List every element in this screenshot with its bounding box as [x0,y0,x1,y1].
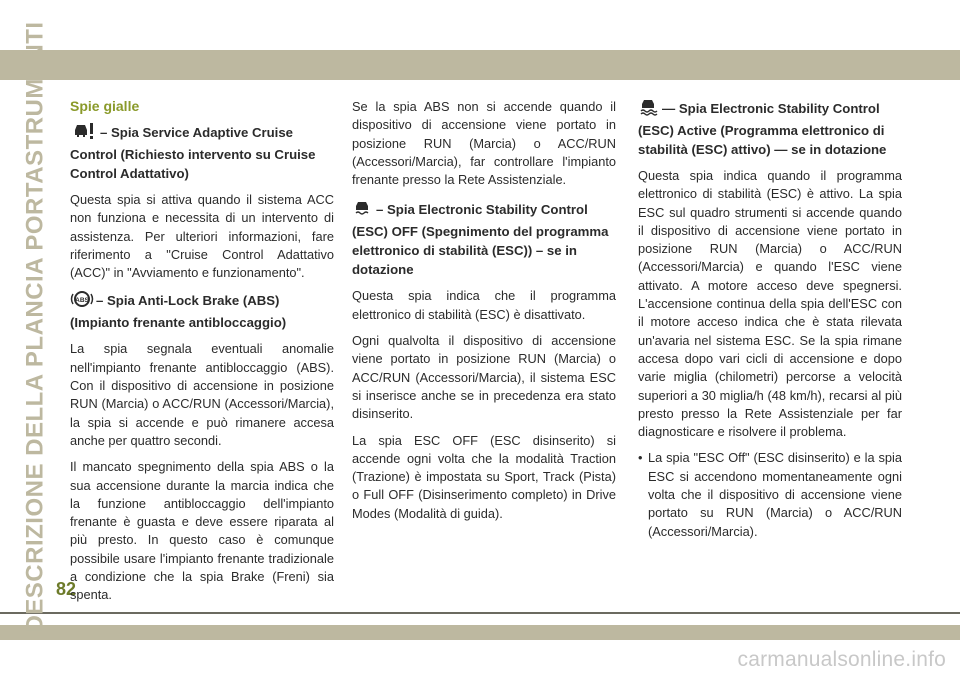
acc-heading [70,122,334,183]
acc-heading-text: – Spia Service Adaptive Cruise Control (Richiesto intervento su Cruise Control Adattativo) [70,125,316,181]
esc-active-heading-text: — Spia Electronic Stability Control (ESC) Active (Programma elettronico di stabilità (ESC) attivo) — se in dotazione [638,101,887,157]
section-title: Spie gialle [70,98,140,114]
abs-icon [70,290,94,313]
esc-off-icon [352,199,374,222]
column-1 [70,98,334,613]
bullet-text: La spia "ESC Off" (ESC disinserito) e la spia ESC si accendono momentaneamente ogni volta che il dispositivo di accensione viene portato su RUN (Marcia) o ACC/RUN (Accessori/Marcia). [648,450,902,539]
acc-paragraph: Questa spia si attiva quando il sistema ACC non funziona e necessita di un intervento di assistenza. Per ulteriori informazioni, fare riferimento a "Cruise Control Adattativo (ACC)" in "Avviamento e funzionamento". [70,192,334,281]
column-2 [352,98,616,531]
esc-off-paragraph-2: Ogni qualvolta il dispositivo di accensione viene portato in posizione RUN (Marcia) o ACC/RUN (Accessori/Marcia), il sistema ESC si inserisce anche se in precedenza era stato disinserito. [352,333,616,422]
esc-off-paragraph-3: La spia ESC OFF (ESC disinserito) si accende ogni volta che la modalità Traction (Trazione) è impostata su Sport, Track (Pista) o Full OFF (Disinserimento completo) in Drive Modes (Modalità di guida). [352,432,616,521]
esc-off-heading [352,199,616,279]
header-band [0,0,960,80]
column-3 [638,98,902,541]
footer-stripe [0,625,960,640]
list-item [638,449,902,540]
svg-text:ABS: ABS [75,297,89,305]
header-stripe [0,50,960,80]
esc-off-paragraph-1: Questa spia indica che il programma elettronico di stabilità (ESC) è disattivato. [352,288,616,322]
side-title [16,21,56,633]
bullet-dot: • [638,450,643,466]
abs-paragraph-1: La spia segnala eventuali anomalie nell'impianto frenante antibloccaggio (ABS). Con il dispositivo di accensione in posizione RUN (Marcia) o ACC/RUN (Accessori/Marcia), la spia si accende e può rimanere accesa anche per quattro secondi. [70,341,334,448]
esc-off-heading-text: – Spia Electronic Stability Control (ESC) OFF (Spegnimento del programma elettronico di stabilità (ESC)) – se in dotazione [352,202,609,278]
abs-paragraph-2: Il mancato spegnimento della spia ABS o la sua accensione durante la marcia indica che la funzione antibloccaggio dell'impianto frenante è guasta e deve essere riparata al più presto. In questo caso è comunque possibile usare l'impianto frenante tradizionale a condizione che la spia Brake (Freni) sia spenta. [70,459,334,603]
esc-active-heading [638,98,902,159]
abs-heading-text: – Spia Anti-Lock Brake (ABS) (Impianto frenante antibloccaggio) [70,293,287,331]
esc-active-paragraph: Questa spia indica quando il programma elettronico di stabilità (ESC) è attivo. La spia ESC sul quadro strumenti si accende quando il dispositivo di accensione viene portato in posizione RUN (Marcia) o ACC/RUN (Accessori/Marcia) e quando l'ESC viene attivato. A motore acceso deve spegnersi. L'accensione continua della spia dell'ESC con il motore acceso indica che è stata rilevata un'avaria nel sistema ESC. Se la spia rimane accesa dopo vari cicli di accensione e dopo varie miglia (chilometri) percorse a velocità superiori a 30 miglia/h (48 km/h), recarsi al più presto presso la Rete Assistenziale per far diagnosticare e risolvere il problema. [638,168,902,440]
page-number: 82 [56,579,77,599]
acc-service-icon [70,122,98,145]
chapter-title: DESCRIZIONE DELLA PLANCIA PORTASTRUMENTI [22,21,50,633]
esc-active-icon [638,98,660,121]
abs-heading [70,290,334,332]
watermark: carmanualsonline.info [737,648,946,671]
abs-paragraph-3: Se la spia ABS non si accende quando il dispositivo di accensione viene portato in posizione RUN (Marcia) o ACC/RUN (Accessori/Marcia), far controllare l'impianto frenante presso la Rete Assistenziale. [352,99,616,188]
